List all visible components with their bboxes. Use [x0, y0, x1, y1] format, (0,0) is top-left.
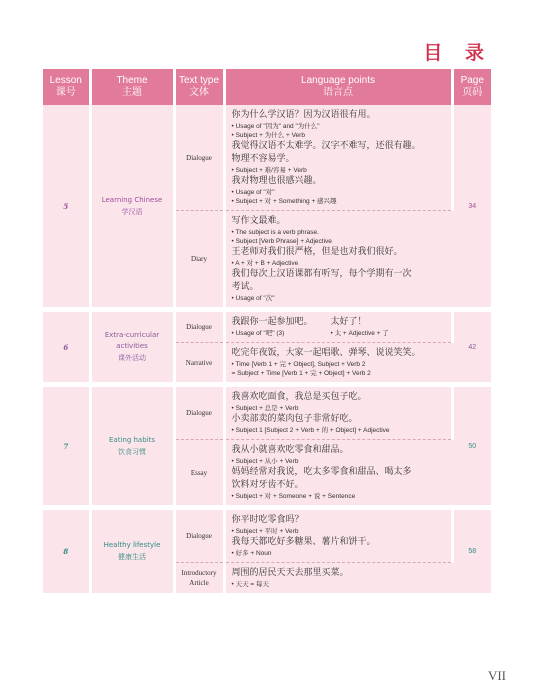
grammar-point: • Subject [Verb Phrase] + Adjective	[231, 238, 332, 245]
example-sentence: 妈妈经常对我说，吃太多零食和甜品、喝太多	[231, 467, 412, 477]
page-number[interactable]: 58	[452, 510, 491, 594]
theme-en: Eating habits	[108, 435, 155, 444]
example-sentence: 考试。	[231, 282, 259, 292]
header-language-points	[224, 69, 452, 105]
header-text-type-en: Text type	[178, 75, 220, 86]
grammar-point: • Subject + 平时 + Verb	[231, 528, 299, 535]
text-type: Essay	[174, 440, 224, 507]
header-theme-zh: 主题	[122, 87, 142, 98]
language-points	[224, 510, 452, 563]
page-title: 目 录	[423, 42, 492, 64]
example-sentence: 你平时吃零食吗？	[231, 515, 304, 525]
grammar-point: • 好多 + Noun	[231, 550, 272, 557]
header-row	[43, 69, 491, 105]
header-lp-en: Language points	[301, 75, 375, 86]
theme-zh: 健康生活	[118, 553, 146, 561]
contents-table	[43, 69, 491, 595]
text-type: Narrative	[174, 343, 224, 384]
text-type: Dialogue	[174, 510, 224, 563]
language-points	[224, 343, 452, 384]
example-sentence: 小卖部卖的菜肉包子非常好吃。	[231, 414, 358, 424]
grammar-point: • Subject + 从小 + Verb	[231, 458, 299, 465]
lesson-number: 7	[43, 387, 90, 506]
example-sentence: 我喜欢吃面食，我总是买包子吃。	[231, 392, 367, 402]
grammar-point: • Subject + 总是 + Verb	[231, 405, 299, 412]
example-sentence: 王老师对我们很严格，但是也对我们很好。	[231, 247, 403, 257]
lesson-theme	[90, 387, 174, 506]
language-points	[224, 211, 452, 309]
text-type: Dialogue	[174, 312, 224, 343]
lesson-text-row	[43, 105, 491, 211]
header-lesson-en: Lesson	[49, 75, 82, 86]
example-sentence: 物理不容易学。	[231, 154, 295, 164]
grammar-point: • 天天 = 每天	[231, 581, 269, 588]
header-text-type	[174, 69, 224, 105]
lesson-number: 8	[43, 510, 90, 594]
header-lp-zh: 语言点	[323, 87, 353, 98]
lesson-text-row	[43, 312, 491, 343]
language-points	[224, 563, 452, 595]
header-lesson-zh: 课号	[55, 87, 76, 98]
example-sentence: 吃完年夜饭，大家一起唱歌、弹琴、说说笑笑。	[231, 348, 421, 358]
grammar-point: • Subject + 为什么 + Verb	[231, 132, 305, 139]
lesson-theme	[90, 510, 174, 594]
header-page	[452, 69, 491, 105]
lesson-text-row	[43, 510, 491, 563]
example-sentence: 我跟你一起参加吧。	[231, 317, 313, 327]
grammar-point: • Time [Verb 1 + 完 + Object], Subject + Verb 2	[231, 361, 366, 368]
theme-zh: 学汉语	[121, 207, 143, 216]
grammar-point: • A + 对 + B + Adjective	[231, 260, 299, 267]
grammar-point: = Subject + Time [Verb 1 + 完 + Object] + Verb 2	[231, 370, 371, 377]
header-lesson	[43, 69, 90, 105]
page-number[interactable]: 34	[452, 105, 491, 308]
text-type: Dialogue	[174, 387, 224, 440]
grammar-point: • Subject + 对 + Someone + 说 + Sentence	[231, 493, 356, 500]
header-theme-en: Theme	[116, 75, 148, 86]
grammar-point: • 太 + Adjective + 了	[330, 330, 389, 337]
grammar-point: • Usage of "对"	[231, 189, 275, 196]
text-type: Diary	[174, 211, 224, 309]
grammar-point: • Usage of "吧" (3)	[231, 330, 285, 337]
example-sentence: 我对物理也很感兴趣。	[231, 176, 322, 186]
theme-zh: 课外活动	[118, 354, 146, 362]
grammar-point: • Subject + 对 + Something + 感兴趣	[231, 198, 337, 205]
example-sentence: 我觉得汉语不太难学。汉字不难写，还很有趣。	[231, 141, 421, 151]
header-text-type-zh: 文体	[189, 87, 209, 98]
header-page-zh: 页码	[462, 87, 483, 98]
header-page-en: Page	[460, 75, 484, 86]
theme-en: Learning Chinese	[101, 195, 163, 204]
grammar-point: • Subject 1 [Subject 2 + Verb + 的 + Object] + Adjective	[231, 427, 390, 434]
language-points	[224, 440, 452, 507]
lesson-theme	[90, 312, 174, 383]
example-sentence: 你为什么学汉语？因为汉语很有用。	[231, 110, 376, 120]
grammar-point: • Usage of "因为" and "为什么"	[231, 123, 320, 130]
example-sentence: 写作文最难。	[231, 216, 286, 226]
lesson-number: 5	[43, 105, 90, 308]
grammar-point: • The subject is a verb phrase.	[231, 229, 319, 236]
inline-point-group	[331, 316, 389, 338]
example-sentence: 太好了！	[330, 317, 367, 327]
example-sentence: 饮料对牙齿不好。	[231, 480, 304, 490]
example-sentence: 我从小就喜欢吃零食和甜品。	[231, 445, 349, 455]
header-theme	[90, 69, 174, 105]
theme-en: Extra-curricular activities	[104, 331, 160, 350]
grammar-point: • Subject + 难/容易 + Verb	[231, 167, 307, 174]
inline-points	[232, 316, 446, 338]
example-sentence: 我每天都吃好多糖果、薯片和饼干。	[231, 537, 376, 547]
language-points	[224, 312, 452, 343]
lesson-theme	[90, 105, 174, 308]
page-folio: VII	[487, 668, 506, 683]
example-sentence: 周围的居民天天去那里买菜。	[231, 568, 349, 578]
lesson-text-row	[43, 387, 491, 440]
language-points	[224, 387, 452, 440]
page-number[interactable]: 50	[452, 387, 491, 506]
language-points	[224, 105, 452, 211]
grammar-point: • Usage of "次"	[231, 295, 275, 302]
lesson-number: 6	[43, 312, 90, 383]
text-type: Introductory Article	[174, 563, 224, 595]
text-type: Dialogue	[174, 105, 224, 211]
theme-en: Healthy lifestyle	[103, 541, 161, 549]
page-number[interactable]: 42	[452, 312, 491, 383]
inline-point-group	[232, 316, 313, 338]
theme-zh: 饮食习惯	[118, 447, 146, 456]
example-sentence: 我们每次上汉语课都有听写，每个学期有一次	[231, 269, 412, 279]
